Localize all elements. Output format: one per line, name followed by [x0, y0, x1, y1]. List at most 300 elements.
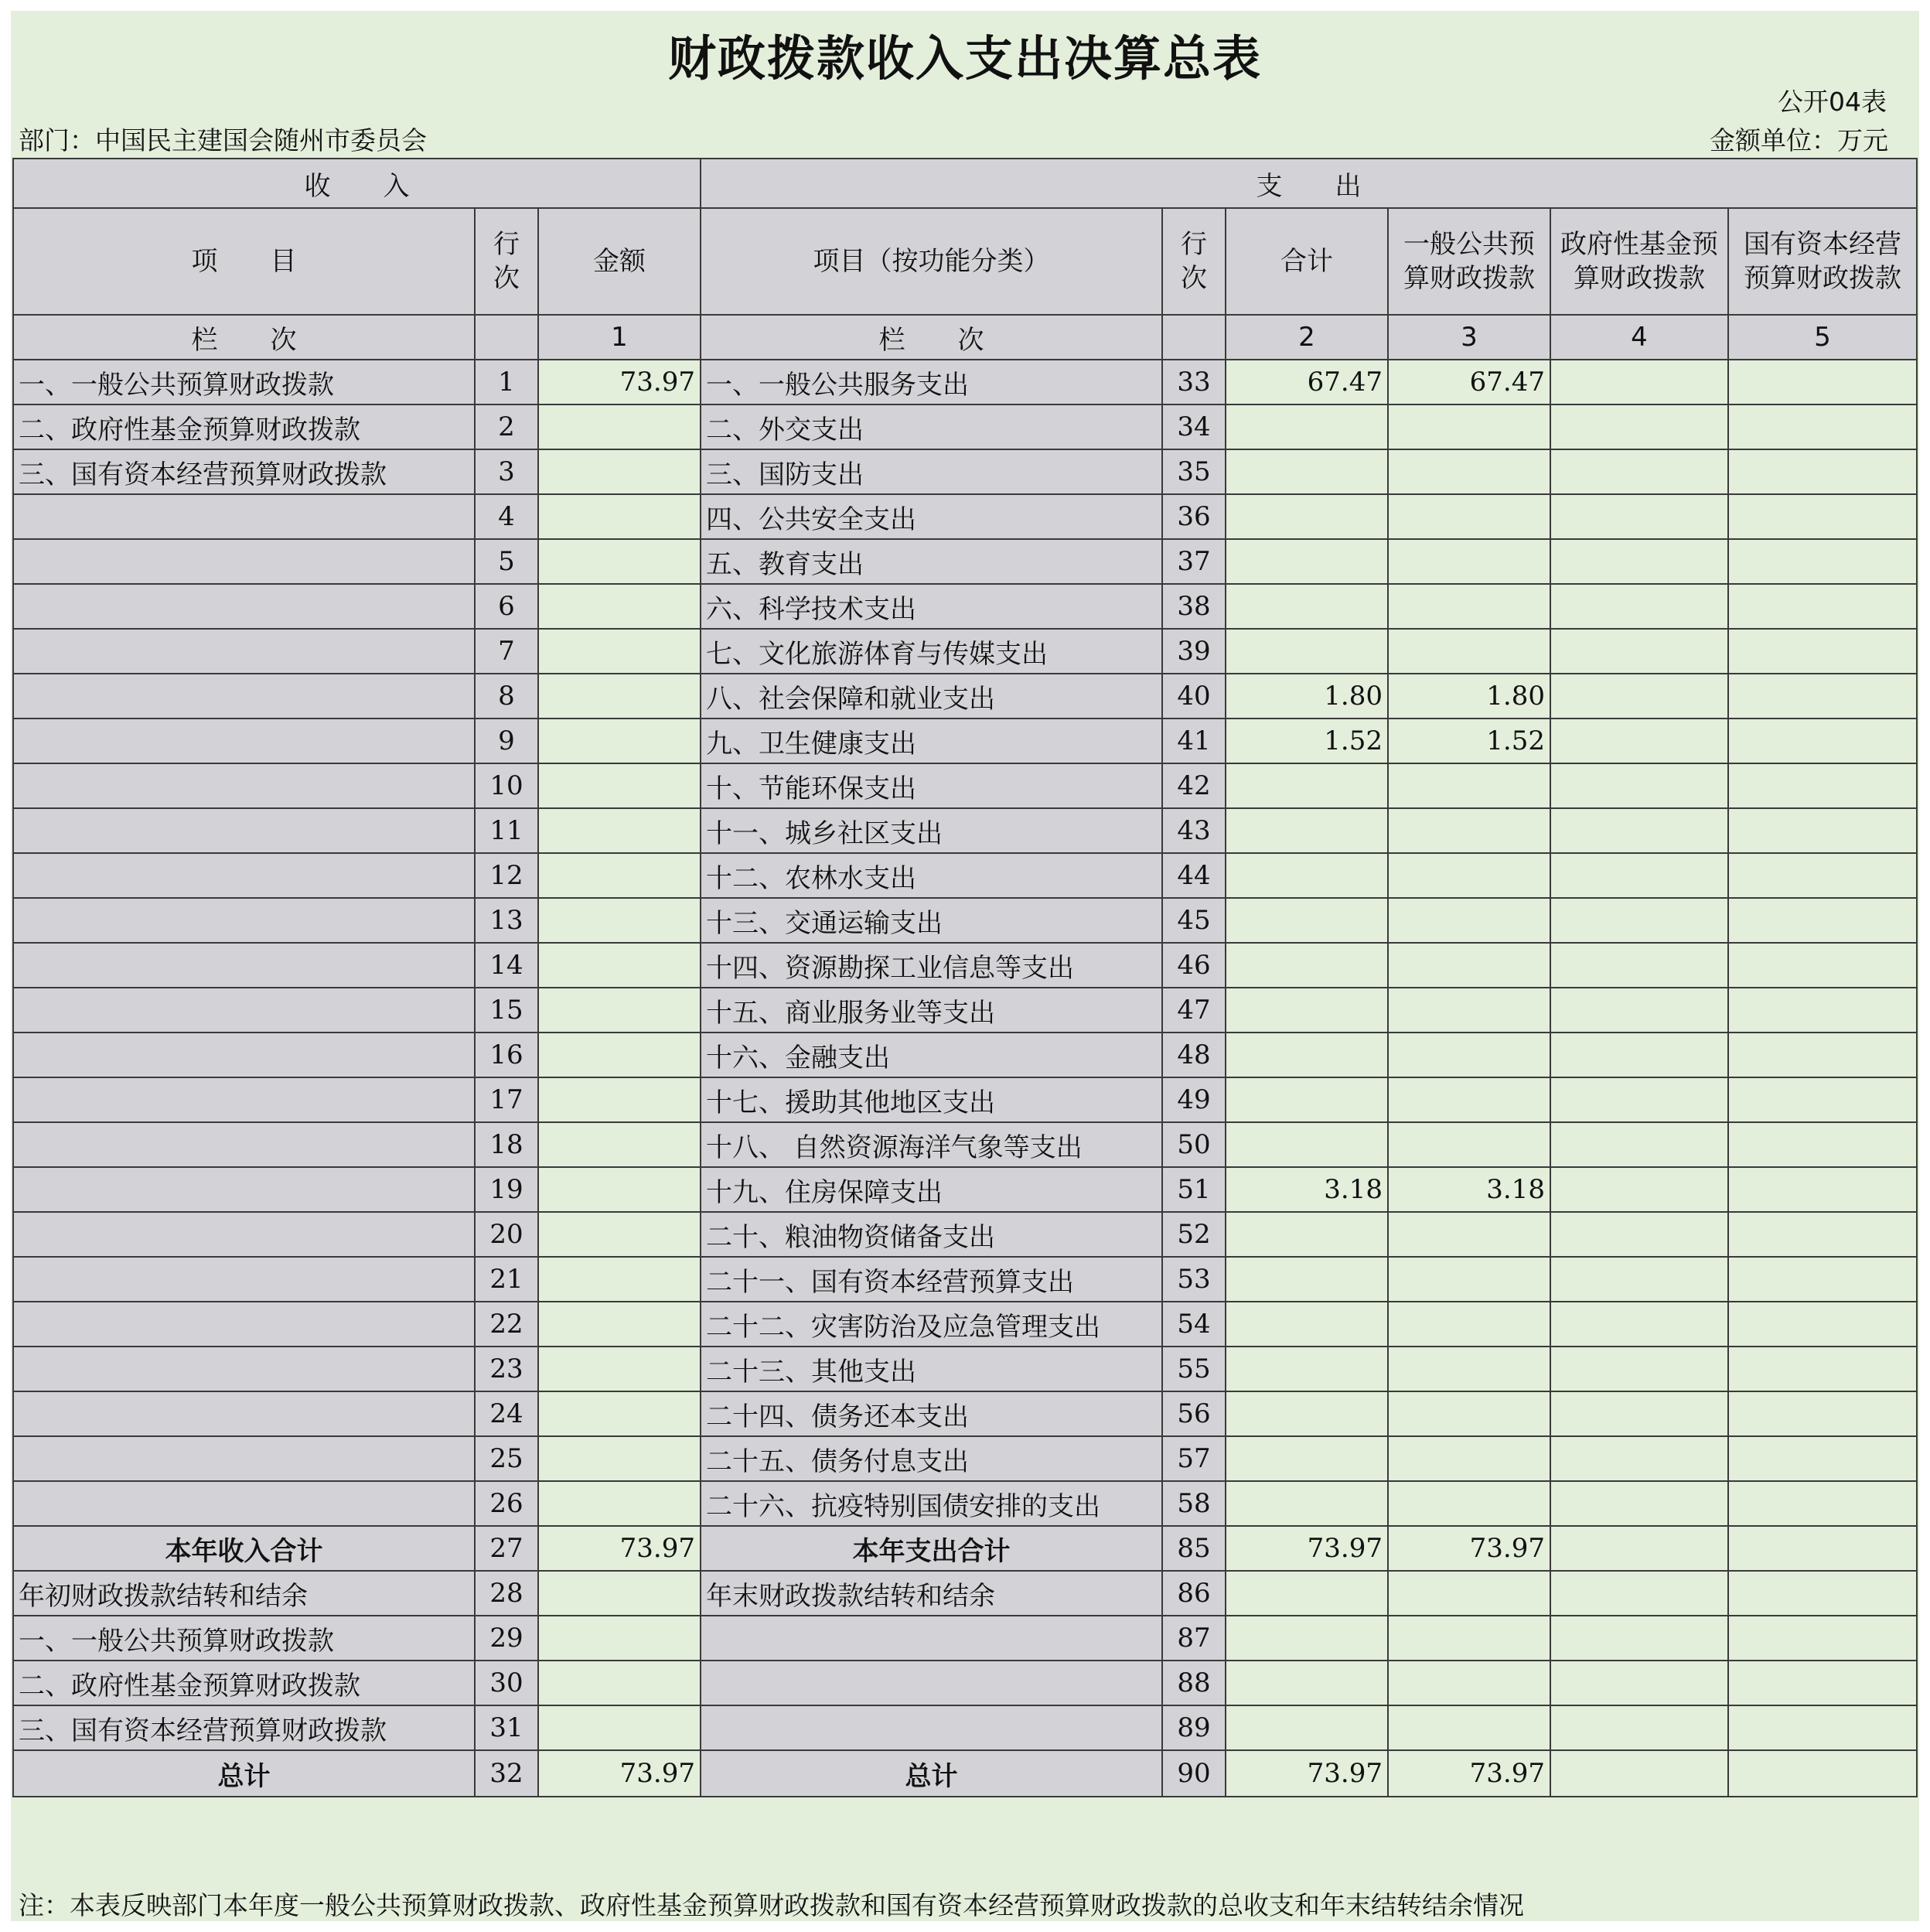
expense-item-cell: 本年支出合计 [701, 1526, 1162, 1571]
col-index-2: 2 [1226, 315, 1388, 360]
income-rowno-cell: 31 [475, 1705, 538, 1750]
col-index-1: 1 [538, 315, 701, 360]
gov-fund-cell [1550, 1750, 1728, 1797]
state-capital-cell [1728, 584, 1917, 629]
expense-total-cell [1226, 1347, 1388, 1391]
expense-item-cell: 四、公共安全支出 [701, 494, 1162, 539]
expense-rowno-cell: 49 [1162, 1077, 1226, 1122]
income-item-cell [13, 494, 475, 539]
state-capital-cell [1728, 853, 1917, 898]
form-number: 公开04表 [1778, 87, 1887, 117]
expense-rowno-cell: 37 [1162, 539, 1226, 584]
general-budget-cell [1388, 449, 1550, 494]
state-capital-cell [1728, 1436, 1917, 1481]
income-item-header: 项 目 [13, 208, 475, 315]
income-amount-cell [538, 674, 701, 719]
gov-fund-cell [1550, 808, 1728, 853]
expense-total-cell [1226, 629, 1388, 674]
expense-rowno-cell: 86 [1162, 1571, 1226, 1616]
income-amount-header: 金额 [538, 208, 701, 315]
report-title: 财政拨款收入支出决算总表 [667, 30, 1262, 87]
income-amount-cell [538, 719, 701, 763]
income-rowno-cell: 1 [475, 360, 538, 404]
section-header-row [13, 159, 1917, 208]
expense-item-cell: 十、节能环保支出 [701, 763, 1162, 808]
state-capital-cell [1728, 898, 1917, 943]
gov-fund-cell [1550, 1526, 1728, 1571]
col-index-5: 5 [1728, 315, 1917, 360]
state-capital-cell [1728, 1302, 1917, 1347]
general-budget-cell: 1.80 [1388, 674, 1550, 719]
expense-rowno-cell: 58 [1162, 1481, 1226, 1526]
expense-item-cell: 十二、农林水支出 [701, 853, 1162, 898]
income-rowno-cell: 30 [475, 1661, 538, 1705]
expense-total-cell: 3.18 [1226, 1167, 1388, 1212]
income-rowno-cell: 14 [475, 943, 538, 988]
table-row [13, 539, 1917, 584]
gov-fund-cell [1550, 988, 1728, 1033]
gov-fund-cell [1550, 763, 1728, 808]
income-amount-cell [538, 1616, 701, 1661]
expense-total-cell [1226, 853, 1388, 898]
income-amount-cell [538, 1257, 701, 1302]
expense-item-cell: 总计 [701, 1750, 1162, 1797]
income-amount-cell [538, 1077, 701, 1122]
table-row [13, 1033, 1917, 1077]
expense-rowno-cell: 41 [1162, 719, 1226, 763]
income-item-cell [13, 853, 475, 898]
expense-total-cell [1226, 494, 1388, 539]
state-capital-cell [1728, 719, 1917, 763]
general-budget-cell [1388, 943, 1550, 988]
income-item-cell: 二、政府性基金预算财政拨款 [13, 1661, 475, 1705]
budget-table [12, 158, 1918, 1797]
state-capital-cell [1728, 449, 1917, 494]
gov-fund-cell [1550, 1212, 1728, 1257]
income-item-cell [13, 719, 475, 763]
gov-fund-header: 政府性基金预算财政拨款 [1550, 208, 1728, 315]
gov-fund-cell [1550, 539, 1728, 584]
income-amount-cell [538, 1167, 701, 1212]
table-row [13, 853, 1917, 898]
expense-rowno-cell: 54 [1162, 1302, 1226, 1347]
expense-rowno-cell: 55 [1162, 1347, 1226, 1391]
general-budget-cell [1388, 1302, 1550, 1347]
income-amount-cell [538, 898, 701, 943]
expense-item-cell [701, 1705, 1162, 1750]
income-item-cell [13, 1302, 475, 1347]
gov-fund-cell [1550, 1436, 1728, 1481]
state-capital-cell [1728, 1705, 1917, 1750]
expense-rowno-cell: 56 [1162, 1391, 1226, 1436]
income-rowno-cell: 22 [475, 1302, 538, 1347]
general-budget-cell [1388, 1122, 1550, 1167]
gov-fund-cell [1550, 1481, 1728, 1526]
col-label: 栏 次 [701, 315, 1162, 360]
general-budget-cell [1388, 898, 1550, 943]
table-row [13, 719, 1917, 763]
expense-item-cell: 十三、交通运输支出 [701, 898, 1162, 943]
gov-fund-cell [1550, 449, 1728, 494]
general-budget-cell [1388, 1481, 1550, 1526]
expense-item-cell: 十五、商业服务业等支出 [701, 988, 1162, 1033]
expense-item-cell: 二十四、债务还本支出 [701, 1391, 1162, 1436]
report-page [11, 11, 1919, 1921]
income-item-cell [13, 943, 475, 988]
subtotal-row [13, 1526, 1917, 1571]
state-capital-cell [1728, 1212, 1917, 1257]
income-item-cell [13, 1167, 475, 1212]
expense-total-cell: 1.80 [1226, 674, 1388, 719]
state-capital-cell [1728, 539, 1917, 584]
expense-item-cell: 八、社会保障和就业支出 [701, 674, 1162, 719]
expense-rowno-cell: 53 [1162, 1257, 1226, 1302]
income-rowno-cell: 12 [475, 853, 538, 898]
expense-rowno-cell: 47 [1162, 988, 1226, 1033]
expense-rowno-cell: 33 [1162, 360, 1226, 404]
gov-fund-cell [1550, 1616, 1728, 1661]
income-item-cell [13, 1122, 475, 1167]
general-budget-cell [1388, 404, 1550, 449]
table-row [13, 360, 1917, 404]
income-rowno-cell: 27 [475, 1526, 538, 1571]
general-budget-cell: 3.18 [1388, 1167, 1550, 1212]
income-rowno-cell: 29 [475, 1616, 538, 1661]
income-item-cell: 三、国有资本经营预算财政拨款 [13, 449, 475, 494]
general-budget-header: 一般公共预算财政拨款 [1388, 208, 1550, 315]
expense-rowno-cell: 57 [1162, 1436, 1226, 1481]
income-item-cell [13, 1212, 475, 1257]
gov-fund-cell [1550, 853, 1728, 898]
table-row [13, 1661, 1917, 1705]
expense-item-cell: 十八、 自然资源海洋气象等支出 [701, 1122, 1162, 1167]
expense-rowno-cell: 38 [1162, 584, 1226, 629]
expense-total-cell [1226, 1033, 1388, 1077]
expense-item-header: 项目（按功能分类） [701, 208, 1162, 315]
table-row [13, 1705, 1917, 1750]
col-index-blank [1162, 315, 1226, 360]
state-capital-cell [1728, 1167, 1917, 1212]
income-rowno-cell: 24 [475, 1391, 538, 1436]
expense-item-cell: 七、文化旅游体育与传媒支出 [701, 629, 1162, 674]
expense-rowno-cell: 43 [1162, 808, 1226, 853]
gov-fund-cell [1550, 674, 1728, 719]
income-amount-cell [538, 1705, 701, 1750]
general-budget-cell [1388, 494, 1550, 539]
gov-fund-cell [1550, 1122, 1728, 1167]
expense-section-header: 支 出 [701, 159, 1917, 208]
expense-rowno-cell: 34 [1162, 404, 1226, 449]
income-rowno-cell: 23 [475, 1347, 538, 1391]
income-rowno-cell: 16 [475, 1033, 538, 1077]
department-label: 部门：中国民主建国会随州市委员会 [19, 125, 427, 155]
state-capital-header: 国有资本经营预算财政拨款 [1728, 208, 1917, 315]
general-budget-cell [1388, 539, 1550, 584]
column-index-row [13, 315, 1917, 360]
income-item-cell [13, 1436, 475, 1481]
income-rowno-cell: 17 [475, 1077, 538, 1122]
income-amount-cell: 73.97 [538, 1750, 701, 1797]
income-rowno-cell: 28 [475, 1571, 538, 1616]
expense-item-cell: 十四、资源勘探工业信息等支出 [701, 943, 1162, 988]
state-capital-cell [1728, 988, 1917, 1033]
state-capital-cell [1728, 1077, 1917, 1122]
income-item-cell [13, 1391, 475, 1436]
expense-total-cell [1226, 1571, 1388, 1616]
income-rowno-cell: 15 [475, 988, 538, 1033]
expense-total-cell [1226, 539, 1388, 584]
table-row [13, 763, 1917, 808]
income-item-cell: 总计 [13, 1750, 475, 1797]
expense-rowno-cell: 36 [1162, 494, 1226, 539]
state-capital-cell [1728, 763, 1917, 808]
general-budget-cell [1388, 988, 1550, 1033]
col-index-blank [475, 315, 538, 360]
income-rowno-cell: 2 [475, 404, 538, 449]
state-capital-cell [1728, 1616, 1917, 1661]
expense-total-cell [1226, 1616, 1388, 1661]
general-budget-cell: 67.47 [1388, 360, 1550, 404]
table-row [13, 1302, 1917, 1347]
income-item-cell: 三、国有资本经营预算财政拨款 [13, 1705, 475, 1750]
expense-item-cell: 九、卫生健康支出 [701, 719, 1162, 763]
expense-rowno-cell: 52 [1162, 1212, 1226, 1257]
grand-total-row [13, 1750, 1917, 1797]
table-row [13, 1436, 1917, 1481]
expense-rowno-cell: 42 [1162, 763, 1226, 808]
gov-fund-cell [1550, 1167, 1728, 1212]
gov-fund-cell [1550, 494, 1728, 539]
expense-total-cell [1226, 1481, 1388, 1526]
expense-total-cell [1226, 1436, 1388, 1481]
expense-item-cell: 三、国防支出 [701, 449, 1162, 494]
income-rowno-cell: 18 [475, 1122, 538, 1167]
expense-item-cell: 十九、住房保障支出 [701, 1167, 1162, 1212]
gov-fund-cell [1550, 629, 1728, 674]
income-item-cell [13, 988, 475, 1033]
income-item-cell [13, 898, 475, 943]
income-item-cell [13, 1347, 475, 1391]
expense-rowno-cell: 90 [1162, 1750, 1226, 1797]
table-row [13, 494, 1917, 539]
expense-total-header: 合计 [1226, 208, 1388, 315]
income-rowno-cell: 6 [475, 584, 538, 629]
expense-total-cell [1226, 1212, 1388, 1257]
general-budget-cell [1388, 1571, 1550, 1616]
expense-total-cell [1226, 763, 1388, 808]
general-budget-cell [1388, 1212, 1550, 1257]
table-row [13, 1391, 1917, 1436]
table-row [13, 1257, 1917, 1302]
expense-rowno-cell: 44 [1162, 853, 1226, 898]
gov-fund-cell [1550, 1077, 1728, 1122]
state-capital-cell [1728, 1750, 1917, 1797]
table-row [13, 1077, 1917, 1122]
expense-total-cell [1226, 1077, 1388, 1122]
col-label: 栏 次 [13, 315, 475, 360]
income-amount-cell [538, 1212, 701, 1257]
table-row [13, 1122, 1917, 1167]
table-row [13, 1481, 1917, 1526]
income-amount-cell [538, 539, 701, 584]
general-budget-cell: 73.97 [1388, 1526, 1550, 1571]
income-amount-cell [538, 449, 701, 494]
income-rowno-cell: 21 [475, 1257, 538, 1302]
income-amount-cell [538, 1481, 701, 1526]
footnote: 注：本表反映部门本年度一般公共预算财政拨款、政府性基金预算财政拨款和国有资本经营预算财政拨款的总收支和年末结转结余情况 [19, 1890, 1524, 1920]
general-budget-cell [1388, 808, 1550, 853]
expense-total-cell [1226, 1705, 1388, 1750]
income-rowno-header: 行次 [475, 208, 538, 315]
general-budget-cell [1388, 1033, 1550, 1077]
general-budget-cell: 1.52 [1388, 719, 1550, 763]
general-budget-cell [1388, 1616, 1550, 1661]
income-item-cell [13, 674, 475, 719]
income-item-cell [13, 539, 475, 584]
gov-fund-cell [1550, 1302, 1728, 1347]
col-index-4: 4 [1550, 315, 1728, 360]
expense-rowno-cell: 46 [1162, 943, 1226, 988]
expense-item-cell: 十六、金融支出 [701, 1033, 1162, 1077]
table-row [13, 1167, 1917, 1212]
expense-rowno-cell: 40 [1162, 674, 1226, 719]
expense-item-cell [701, 1661, 1162, 1705]
gov-fund-cell [1550, 898, 1728, 943]
unit-label: 金额单位：万元 [1710, 125, 1888, 155]
income-item-cell: 二、政府性基金预算财政拨款 [13, 404, 475, 449]
income-rowno-cell: 8 [475, 674, 538, 719]
expense-item-cell: 二十、粮油物资储备支出 [701, 1212, 1162, 1257]
gov-fund-cell [1550, 1571, 1728, 1616]
expense-rowno-cell: 85 [1162, 1526, 1226, 1571]
expense-item-cell [701, 1616, 1162, 1661]
expense-rowno-cell: 89 [1162, 1705, 1226, 1750]
expense-item-cell: 二、外交支出 [701, 404, 1162, 449]
income-rowno-cell: 7 [475, 629, 538, 674]
expense-total-cell [1226, 1302, 1388, 1347]
state-capital-cell [1728, 1526, 1917, 1571]
expense-total-cell [1226, 584, 1388, 629]
state-capital-cell [1728, 1391, 1917, 1436]
income-rowno-cell: 4 [475, 494, 538, 539]
expense-total-cell: 1.52 [1226, 719, 1388, 763]
state-capital-cell [1728, 404, 1917, 449]
income-rowno-cell: 9 [475, 719, 538, 763]
expense-total-cell: 67.47 [1226, 360, 1388, 404]
income-item-cell [13, 1077, 475, 1122]
expense-total-cell [1226, 943, 1388, 988]
income-amount-cell [538, 1661, 701, 1705]
general-budget-cell [1388, 1077, 1550, 1122]
income-item-cell [13, 808, 475, 853]
state-capital-cell [1728, 494, 1917, 539]
state-capital-cell [1728, 629, 1917, 674]
income-rowno-cell: 20 [475, 1212, 538, 1257]
general-budget-cell [1388, 763, 1550, 808]
income-rowno-cell: 5 [475, 539, 538, 584]
expense-item-cell: 二十六、抗疫特别国债安排的支出 [701, 1481, 1162, 1526]
expense-total-cell [1226, 449, 1388, 494]
table-row [13, 988, 1917, 1033]
state-capital-cell [1728, 1481, 1917, 1526]
state-capital-cell [1728, 1033, 1917, 1077]
expense-item-cell: 五、教育支出 [701, 539, 1162, 584]
general-budget-cell [1388, 1391, 1550, 1436]
income-item-cell: 一、一般公共预算财政拨款 [13, 1616, 475, 1661]
table-row [13, 898, 1917, 943]
income-amount-cell [538, 808, 701, 853]
general-budget-cell [1388, 1257, 1550, 1302]
expense-total-cell [1226, 1122, 1388, 1167]
gov-fund-cell [1550, 404, 1728, 449]
state-capital-cell [1728, 674, 1917, 719]
state-capital-cell [1728, 1571, 1917, 1616]
general-budget-cell [1388, 853, 1550, 898]
expense-rowno-cell: 88 [1162, 1661, 1226, 1705]
expense-item-cell: 二十三、其他支出 [701, 1347, 1162, 1391]
income-amount-cell [538, 1033, 701, 1077]
table-row [13, 943, 1917, 988]
expense-item-cell: 二十二、灾害防治及应急管理支出 [701, 1302, 1162, 1347]
income-amount-cell [538, 404, 701, 449]
state-capital-cell [1728, 808, 1917, 853]
income-amount-cell [538, 988, 701, 1033]
expense-rowno-cell: 39 [1162, 629, 1226, 674]
income-amount-cell: 73.97 [538, 1526, 701, 1571]
income-amount-cell [538, 1391, 701, 1436]
general-budget-cell [1388, 1436, 1550, 1481]
state-capital-cell [1728, 943, 1917, 988]
expense-total-cell [1226, 988, 1388, 1033]
expense-rowno-cell: 51 [1162, 1167, 1226, 1212]
state-capital-cell [1728, 1257, 1917, 1302]
gov-fund-cell [1550, 1661, 1728, 1705]
gov-fund-cell [1550, 943, 1728, 988]
state-capital-cell [1728, 360, 1917, 404]
expense-rowno-cell: 35 [1162, 449, 1226, 494]
expense-total-cell [1226, 1391, 1388, 1436]
table-row [13, 584, 1917, 629]
table-row [13, 404, 1917, 449]
expense-rowno-cell: 48 [1162, 1033, 1226, 1077]
gov-fund-cell [1550, 719, 1728, 763]
gov-fund-cell [1550, 360, 1728, 404]
expense-total-cell: 73.97 [1226, 1526, 1388, 1571]
expense-rowno-cell: 45 [1162, 898, 1226, 943]
expense-item-cell: 十一、城乡社区支出 [701, 808, 1162, 853]
gov-fund-cell [1550, 584, 1728, 629]
income-amount-cell [538, 1122, 701, 1167]
income-rowno-cell: 32 [475, 1750, 538, 1797]
general-budget-cell: 73.97 [1388, 1750, 1550, 1797]
expense-item-cell: 十七、援助其他地区支出 [701, 1077, 1162, 1122]
gov-fund-cell [1550, 1257, 1728, 1302]
income-item-cell: 年初财政拨款结转和结余 [13, 1571, 475, 1616]
income-amount-cell [538, 1302, 701, 1347]
state-capital-cell [1728, 1661, 1917, 1705]
expense-total-cell [1226, 1257, 1388, 1302]
income-item-cell: 一、一般公共预算财政拨款 [13, 360, 475, 404]
income-rowno-cell: 25 [475, 1436, 538, 1481]
income-item-cell: 本年收入合计 [13, 1526, 475, 1571]
expense-item-cell: 二十一、国有资本经营预算支出 [701, 1257, 1162, 1302]
income-amount-cell [538, 943, 701, 988]
income-section-header: 收 入 [13, 159, 701, 208]
income-rowno-cell: 19 [475, 1167, 538, 1212]
income-amount-cell [538, 763, 701, 808]
expense-total-cell: 73.97 [1226, 1750, 1388, 1797]
state-capital-cell [1728, 1347, 1917, 1391]
